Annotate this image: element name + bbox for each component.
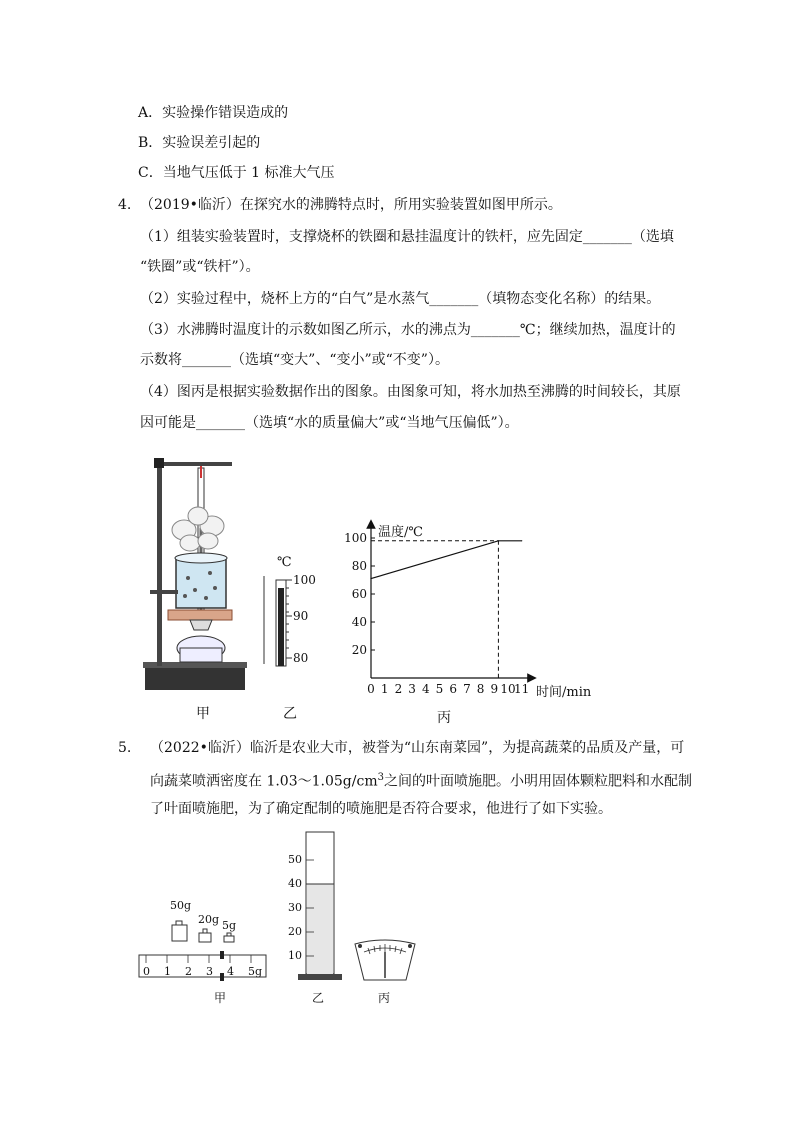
weight-50g: [172, 925, 187, 941]
q4-figure-bing-label: 丙: [437, 710, 451, 726]
thermometer-unit: ℃: [277, 555, 292, 570]
data-point-0-2: [521, 540, 522, 541]
scale-tick-3: 3: [206, 965, 213, 978]
thermometer-tick-100: 100: [293, 573, 316, 587]
boiling-apparatus-figure: [140, 448, 260, 698]
weight-5g: [224, 936, 234, 942]
y-tick-label-40: 40: [351, 615, 367, 629]
q5-line3: 了叶面喷施肥，为了确定配制的喷施肥是否符合要求，他进行了如下实验。: [150, 801, 612, 817]
cylinder-tick-20: 20: [288, 925, 302, 938]
balance-pointer-figure: [352, 938, 418, 984]
q5-figure-jia-label: 甲: [214, 991, 227, 1005]
x-tick-label-2: 2: [394, 682, 403, 696]
x-axis-label: 时间/min: [536, 685, 592, 700]
cylinder-tick-30: 30: [288, 901, 302, 914]
x-tick-label-6: 6: [449, 682, 458, 696]
thermometer-tick-80: 80: [293, 651, 309, 665]
x-tick-label-10: 10: [500, 682, 516, 696]
weight-50g-label: 50g: [170, 899, 192, 912]
liquid-level: [307, 884, 333, 974]
thermometer-figure: [260, 548, 320, 672]
x-tick-label-8: 8: [476, 682, 485, 696]
q5-line2-post: 之间的叶面喷施肥。小明用固体颗粒肥料和水配制: [383, 773, 692, 790]
y-tick-label-100: 100: [344, 531, 367, 545]
balance-weights-figure: [136, 895, 272, 987]
scale-tick-1: 1: [164, 965, 171, 978]
q4-part1-line1: （1）组装实验装置时，支撑烧杯的铁圈和悬挂温度计的铁杆，应先固定_______（选填: [140, 229, 674, 245]
q5-line2: [150, 768, 692, 792]
cylinder-tick-10: 10: [288, 949, 302, 962]
rider: [220, 951, 224, 959]
scale-tick-2: 2: [185, 965, 192, 978]
x-tick-label-7: 7: [463, 682, 471, 696]
thermometer-tick-90: 90: [293, 609, 309, 623]
x-tick-label-9: 9: [490, 682, 499, 696]
data-point-0-1: [498, 540, 499, 541]
q5-line2-pre: 向蔬菜喷洒密度在 1.03～1.05g/cm: [150, 773, 378, 790]
data-point-0-0: [370, 578, 371, 579]
q5-figure-bing-label: 丙: [378, 991, 391, 1005]
q4-figure-jia-label: 甲: [196, 706, 210, 722]
series-line-0: [371, 541, 522, 579]
x-tick-label-5: 5: [435, 682, 444, 696]
cylinder-tick-50: 50: [288, 853, 302, 866]
q5-number: 5.: [118, 740, 132, 756]
y-tick-label-60: 60: [351, 587, 367, 601]
q5-figure-yi-label: 乙: [312, 991, 325, 1005]
measuring-cylinder-figure: [284, 828, 348, 984]
scale-tick-5g: 5g: [248, 965, 263, 978]
q4-part4-line1: （4）图丙是根据实验数据作出的图象。由图象可知，将水加热至沸腾的时间较长，其原: [140, 384, 681, 400]
x-tick-label-0: 0: [367, 682, 375, 696]
q4-intro: （2019•临沂）在探究水的沸腾特点时，所用实验装置如图甲所示。: [140, 197, 562, 213]
q4-figure-yi-label: 乙: [283, 706, 297, 722]
y-axis-label: 温度/℃: [378, 525, 423, 540]
temperature-time-chart: [340, 518, 610, 704]
x-tick-label-3: 3: [408, 682, 416, 696]
weight-20g-label: 20g: [198, 913, 220, 926]
q4-part2: （2）实验过程中，烧杯上方的“白气”是水蒸气_______（填物态变化名称）的结果。: [140, 291, 661, 307]
option-c: C．当地气压低于 1 标准大气压: [138, 165, 335, 181]
q4-part3-line2: 示数将_______（选填“变大”、“变小”或“不变”）。: [140, 352, 449, 368]
q4-part3-line1: （3）水沸腾时温度计的示数如图乙所示，水的沸点为_______℃；继续加热，温度计的: [140, 322, 676, 338]
x-tick-label-11: 11: [514, 682, 530, 696]
scale-tick-4: 4: [227, 965, 234, 978]
option-b: B．实验误差引起的: [138, 135, 261, 151]
scale-tick-0: 0: [143, 965, 150, 978]
q4-part1-line2: “铁圈”或“铁杆”）。: [140, 259, 260, 275]
weight-5g-label: 5g: [222, 919, 237, 932]
x-tick-label-4: 4: [421, 682, 430, 696]
x-tick-label-1: 1: [380, 682, 389, 696]
cylinder-tick-40: 40: [288, 877, 302, 890]
q5-line1: （2022•临沂）临沂是农业大市，被誉为“山东南菜园”，为提高蔬菜的品质及产量，可: [150, 740, 685, 756]
q4-number: 4.: [118, 197, 132, 213]
q4-part4-line2: 因可能是_______（选填“水的质量偏大”或“当地气压偏低”）。: [140, 415, 519, 431]
scale-bar: [139, 955, 266, 977]
y-tick-label-80: 80: [351, 559, 367, 573]
q5-line2-superscript: 3: [377, 772, 384, 783]
weight-20g: [199, 933, 211, 942]
y-tick-label-20: 20: [351, 643, 367, 657]
option-a: A．实验操作错误造成的: [138, 105, 289, 121]
